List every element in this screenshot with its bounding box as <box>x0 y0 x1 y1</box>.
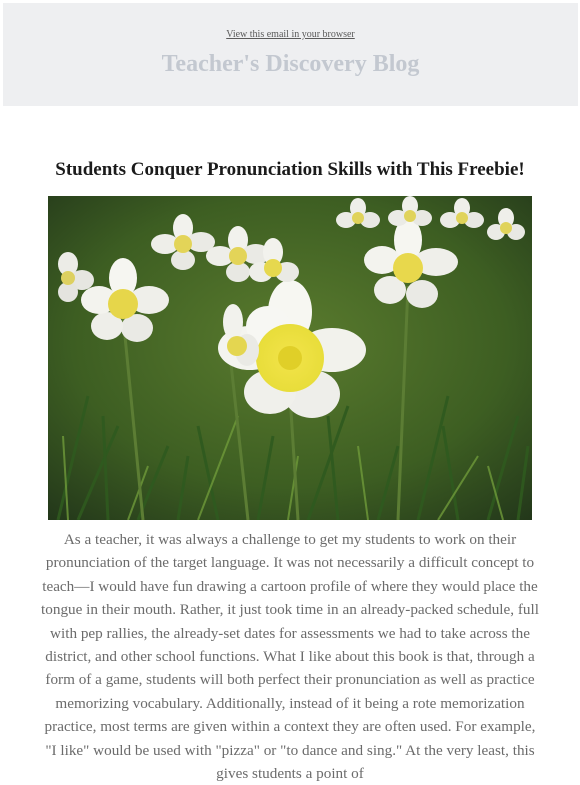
blog-title[interactable]: Teacher's Discovery Blog <box>161 51 420 77</box>
daffodil-illustration <box>48 196 532 520</box>
view-in-browser-link[interactable]: View this email in your browser <box>226 29 355 40</box>
article-body: As a teacher, it was always a challenge to get my students to work on their pronunciation of the target language. It was not necessarily a difficult concept to teach—I would have fun drawing a cartoon profile of where they would place the tongue in their mouth. Rather, it just took time in an already-packed schedule, full with pep rallies, the already-set dates for assessments we had to take across the district, and other school functions. What I like about this book is that, through a form of a game, students will both perfect their pronunciation as well as practice memorizing vocabulary. Additionally, instead of it being a rote memorization practice, most terms are given within a context they are often used. For example, "I like" would be used with "pizza" or "to dance and sing." At the very least, this gives students a point of <box>41 531 539 783</box>
article-title: Students Conquer Pronunciation Skills with This Freebie! <box>55 159 525 180</box>
hero-image-daffodils <box>48 196 532 520</box>
email-header <box>3 3 578 106</box>
